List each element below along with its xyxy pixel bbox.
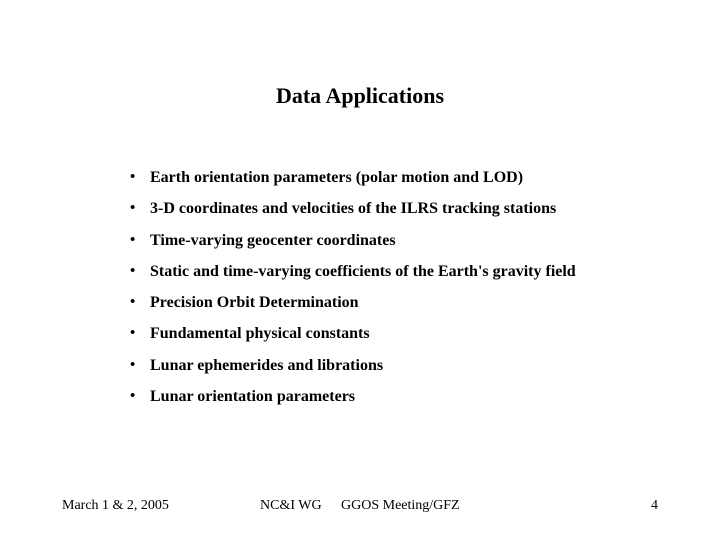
bullet-dot-icon: • <box>130 356 136 373</box>
footer-meeting: GGOS Meeting/GFZ <box>341 498 460 513</box>
bullet-text: 3-D coordinates and velocities of the ILRS tracking stations <box>150 200 557 218</box>
bullet-list <box>130 162 576 412</box>
bullet-item <box>130 350 576 381</box>
bullet-text: Earth orientation parameters (polar motion and LOD) <box>150 169 524 186</box>
bullet-item <box>130 256 576 287</box>
bullet-item <box>130 287 576 318</box>
bullet-item <box>130 381 576 412</box>
bullet-text: Lunar ephemerides and librations <box>150 356 384 374</box>
bullet-text: Precision Orbit Determination <box>150 294 359 312</box>
bullet-dot-icon: • <box>130 169 136 185</box>
bullet-item <box>130 318 576 349</box>
bullet-item <box>130 225 576 256</box>
footer-group: NC&I WG <box>260 498 322 513</box>
slide-title: Data Applications <box>275 83 445 108</box>
bullet-text: Lunar orientation parameters <box>150 388 356 406</box>
footer-date: March 1 & 2, 2005 <box>62 498 169 513</box>
bullet-dot-icon: • <box>130 200 136 217</box>
bullet-dot-icon: • <box>130 231 136 248</box>
bullet-dot-icon: • <box>130 388 136 405</box>
bullet-text: Static and time-varying coefficients of the Earth's gravity field <box>150 262 576 280</box>
page-number: 4 <box>651 498 658 513</box>
bullet-dot-icon: • <box>130 262 136 279</box>
bullet-dot-icon: • <box>130 294 136 311</box>
bullet-text: Time-varying geocenter coordinates <box>150 231 396 249</box>
bullet-dot-icon: • <box>130 325 136 342</box>
bullet-text: Fundamental physical constants <box>150 325 370 343</box>
bullet-item <box>130 193 576 224</box>
bullet-item <box>130 162 576 193</box>
